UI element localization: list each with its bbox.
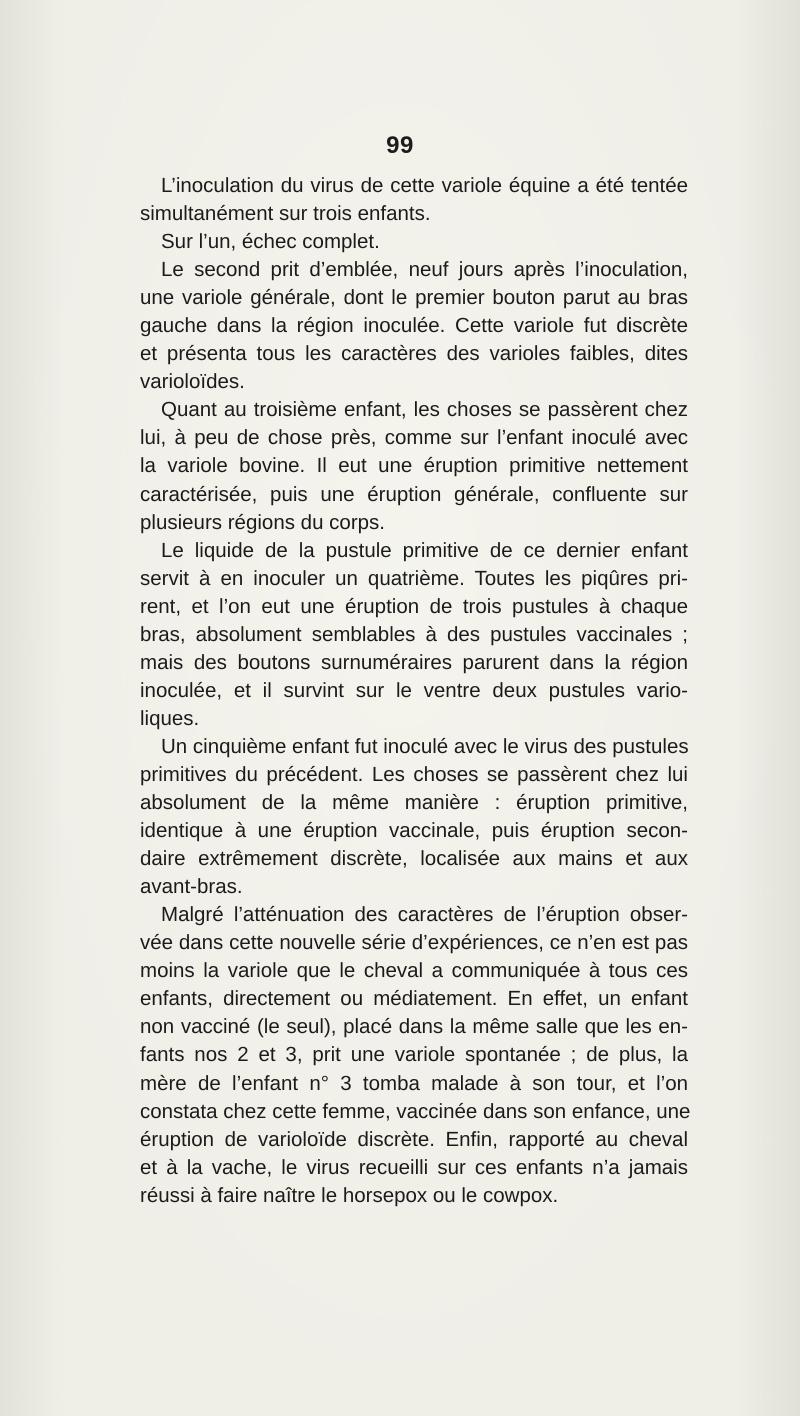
text-line: rent, et l’on eut une éruption de trois pustules à chaque bbox=[140, 594, 688, 618]
text-line: non vacciné (le seul), placé dans la même salle que les en- bbox=[140, 1015, 688, 1039]
page-number: 99 bbox=[386, 132, 414, 159]
text-line: caractérisée, puis une éruption générale, confluente sur bbox=[140, 482, 688, 506]
text-line: Un cinquième enfant fut inoculé avec le virus des pustules bbox=[161, 734, 689, 758]
text-line: inoculée, et il survint sur le ventre deux pustules vario- bbox=[140, 678, 688, 702]
text-line: mère de l’enfant n° 3 tomba malade à son tour, et l’on bbox=[140, 1071, 688, 1095]
text-line: une variole générale, dont le premier bouton parut au bras bbox=[140, 286, 688, 310]
body-text bbox=[140, 172, 691, 1210]
text-line: Malgré l’atténuation des caractères de l’éruption obser- bbox=[161, 903, 688, 927]
text-line: varioloïdes. bbox=[140, 370, 245, 394]
text-line: bras, absolument semblables à des pustules vaccinales ; bbox=[140, 622, 688, 646]
text-line: simultanément sur trois enfants. bbox=[140, 202, 431, 226]
text-line: lui, à peu de chose près, comme sur l’enfant inoculé avec bbox=[140, 426, 688, 450]
text-line: et présenta tous les caractères des varioles faibles, dites bbox=[140, 342, 688, 366]
text-line: avant-bras. bbox=[140, 875, 243, 899]
text-line: éruption de varioloïde discrète. Enfin, rapporté au cheval bbox=[140, 1127, 688, 1151]
text-line: la variole bovine. Il eut une éruption primitive nettement bbox=[140, 454, 688, 478]
text-line: identique à une éruption vaccinale, puis éruption secon- bbox=[140, 819, 688, 843]
text-line: et à la vache, le virus recueilli sur ces enfants n’a jamais bbox=[140, 1155, 688, 1179]
text-line: gauche dans la région inoculée. Cette variole fut discrète bbox=[140, 314, 688, 338]
text-line: Le liquide de la pustule primitive de ce dernier enfant bbox=[161, 538, 688, 562]
text-line: plusieurs régions du corps. bbox=[140, 510, 385, 534]
text-line: vée dans cette nouvelle série d’expériences, ce n’en est pas bbox=[140, 931, 688, 955]
text-line: moins la variole que le cheval a communiquée à tous ces bbox=[140, 959, 688, 983]
text-line: primitives du précédent. Les choses se passèrent chez lui bbox=[140, 762, 688, 786]
text-line: enfants, directement ou médiatement. En effet, un enfant bbox=[140, 987, 688, 1011]
text-line: servit à en inoculer un quatrième. Toutes les piqûres pri- bbox=[140, 566, 688, 590]
text-line: L’inoculation du virus de cette variole équine a été tentée bbox=[161, 174, 688, 197]
text-line: Sur l’un, échec complet. bbox=[161, 230, 380, 254]
text-line: daire extrêmement discrète, localisée aux mains et aux bbox=[140, 847, 688, 871]
text-line: réussi à faire naître le horsepox ou le cowpox. bbox=[140, 1183, 559, 1207]
text-line: Le second prit d’emblée, neuf jours après l’inoculation, bbox=[161, 258, 688, 282]
text-line: constata chez cette femme, vaccinée dans son enfance, une bbox=[140, 1099, 691, 1123]
text-line: liques. bbox=[140, 706, 200, 730]
text-line: fants nos 2 et 3, prit une variole spontanée ; de plus, la bbox=[140, 1043, 688, 1067]
text-line: Quant au troisième enfant, les choses se passèrent chez bbox=[161, 398, 688, 422]
text-line: absolument de la même manière : éruption primitive, bbox=[140, 791, 688, 815]
text-line: mais des boutons surnuméraires parurent dans la région bbox=[140, 650, 688, 674]
